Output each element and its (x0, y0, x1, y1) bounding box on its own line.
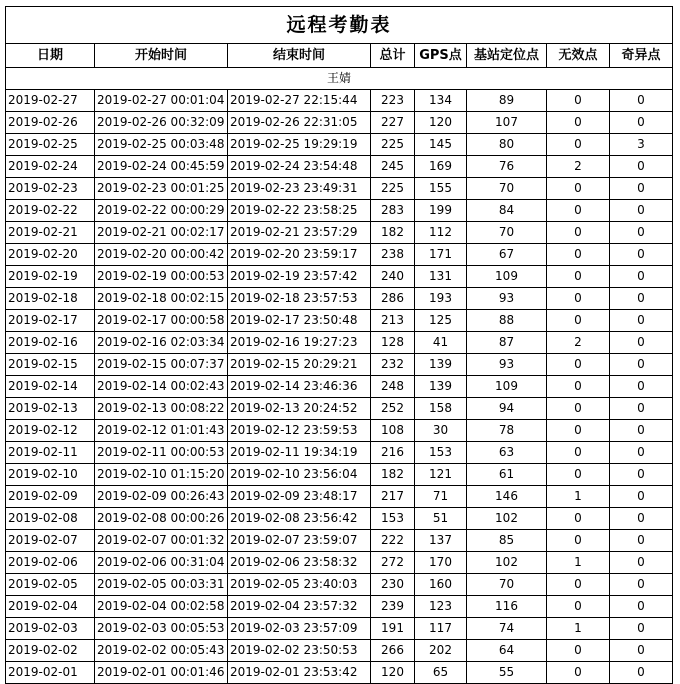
date-cell: 2019-02-09 (6, 486, 95, 508)
invalid-cell: 0 (547, 662, 610, 684)
base-station-cell: 93 (467, 354, 547, 376)
end-time-cell: 2019-02-07 23:59:07 (228, 530, 371, 552)
total-cell: 230 (371, 574, 415, 596)
invalid-cell: 0 (547, 288, 610, 310)
anomaly-cell: 0 (610, 222, 673, 244)
total-cell: 120 (371, 662, 415, 684)
anomaly-cell: 0 (610, 376, 673, 398)
date-cell: 2019-02-22 (6, 200, 95, 222)
end-time-cell: 2019-02-13 20:24:52 (228, 398, 371, 420)
start-time-cell: 2019-02-23 00:01:25 (95, 178, 228, 200)
person-name: 王婧 (6, 68, 673, 90)
base-station-cell: 107 (467, 112, 547, 134)
end-time-cell: 2019-02-18 23:57:53 (228, 288, 371, 310)
anomaly-cell: 0 (610, 508, 673, 530)
invalid-cell: 2 (547, 156, 610, 178)
date-cell: 2019-02-06 (6, 552, 95, 574)
gps-cell: 112 (415, 222, 467, 244)
gps-cell: 65 (415, 662, 467, 684)
date-cell: 2019-02-15 (6, 354, 95, 376)
start-time-cell: 2019-02-24 00:45:59 (95, 156, 228, 178)
gps-cell: 137 (415, 530, 467, 552)
total-cell: 191 (371, 618, 415, 640)
anomaly-cell: 0 (610, 288, 673, 310)
anomaly-cell: 0 (610, 486, 673, 508)
table-row (6, 640, 673, 662)
anomaly-cell: 0 (610, 618, 673, 640)
base-station-cell: 102 (467, 508, 547, 530)
base-station-cell: 93 (467, 288, 547, 310)
table-row (6, 200, 673, 222)
base-station-cell: 61 (467, 464, 547, 486)
base-station-cell: 55 (467, 662, 547, 684)
invalid-cell: 2 (547, 332, 610, 354)
start-time-cell: 2019-02-08 00:00:26 (95, 508, 228, 530)
total-cell: 217 (371, 486, 415, 508)
total-cell: 225 (371, 134, 415, 156)
anomaly-cell: 0 (610, 332, 673, 354)
invalid-cell: 0 (547, 178, 610, 200)
gps-cell: 30 (415, 420, 467, 442)
base-station-cell: 74 (467, 618, 547, 640)
anomaly-cell: 3 (610, 134, 673, 156)
total-cell: 238 (371, 244, 415, 266)
invalid-cell: 0 (547, 640, 610, 662)
start-time-cell: 2019-02-19 00:00:53 (95, 266, 228, 288)
start-time-cell: 2019-02-09 00:26:43 (95, 486, 228, 508)
base-station-cell: 70 (467, 574, 547, 596)
start-time-cell: 2019-02-11 00:00:53 (95, 442, 228, 464)
date-cell: 2019-02-04 (6, 596, 95, 618)
invalid-cell: 0 (547, 244, 610, 266)
base-station-cell: 109 (467, 376, 547, 398)
end-time-cell: 2019-02-06 23:58:32 (228, 552, 371, 574)
base-station-cell: 67 (467, 244, 547, 266)
start-time-cell: 2019-02-20 00:00:42 (95, 244, 228, 266)
table-row (6, 662, 673, 684)
invalid-cell: 0 (547, 310, 610, 332)
date-cell: 2019-02-23 (6, 178, 95, 200)
attendance-table (5, 6, 673, 684)
anomaly-cell: 0 (610, 200, 673, 222)
end-time-cell: 2019-02-26 22:31:05 (228, 112, 371, 134)
table-row (6, 288, 673, 310)
end-time-cell: 2019-02-19 23:57:42 (228, 266, 371, 288)
date-cell: 2019-02-05 (6, 574, 95, 596)
total-cell: 272 (371, 552, 415, 574)
base-station-cell: 102 (467, 552, 547, 574)
start-time-cell: 2019-02-04 00:02:58 (95, 596, 228, 618)
start-time-cell: 2019-02-02 00:05:43 (95, 640, 228, 662)
invalid-cell: 0 (547, 376, 610, 398)
start-time-cell: 2019-02-18 00:02:15 (95, 288, 228, 310)
total-cell: 108 (371, 420, 415, 442)
total-cell: 232 (371, 354, 415, 376)
total-cell: 182 (371, 464, 415, 486)
date-cell: 2019-02-14 (6, 376, 95, 398)
table-row (6, 134, 673, 156)
gps-cell: 71 (415, 486, 467, 508)
table-row (6, 618, 673, 640)
date-cell: 2019-02-27 (6, 90, 95, 112)
gps-cell: 131 (415, 266, 467, 288)
invalid-cell: 0 (547, 200, 610, 222)
end-time-cell: 2019-02-15 20:29:21 (228, 354, 371, 376)
start-time-cell: 2019-02-13 00:08:22 (95, 398, 228, 420)
end-time-cell: 2019-02-08 23:56:42 (228, 508, 371, 530)
base-station-cell: 94 (467, 398, 547, 420)
gps-cell: 139 (415, 354, 467, 376)
anomaly-cell: 0 (610, 354, 673, 376)
table-row (6, 222, 673, 244)
anomaly-cell: 0 (610, 442, 673, 464)
gps-cell: 41 (415, 332, 467, 354)
gps-cell: 202 (415, 640, 467, 662)
total-cell: 223 (371, 90, 415, 112)
end-time-cell: 2019-02-11 19:34:19 (228, 442, 371, 464)
start-time-cell: 2019-02-26 00:32:09 (95, 112, 228, 134)
header-invalid-points: 无效点 (547, 44, 610, 68)
invalid-cell: 0 (547, 530, 610, 552)
header-end-time: 结束时间 (228, 44, 371, 68)
invalid-cell: 1 (547, 486, 610, 508)
end-time-cell: 2019-02-24 23:54:48 (228, 156, 371, 178)
anomaly-cell: 0 (610, 596, 673, 618)
attendance-sheet (5, 6, 673, 684)
base-station-cell: 109 (467, 266, 547, 288)
gps-cell: 125 (415, 310, 467, 332)
gps-cell: 160 (415, 574, 467, 596)
gps-cell: 193 (415, 288, 467, 310)
anomaly-cell: 0 (610, 156, 673, 178)
start-time-cell: 2019-02-22 00:00:29 (95, 200, 228, 222)
invalid-cell: 0 (547, 222, 610, 244)
base-station-cell: 64 (467, 640, 547, 662)
table-row (6, 442, 673, 464)
gps-cell: 171 (415, 244, 467, 266)
end-time-cell: 2019-02-27 22:15:44 (228, 90, 371, 112)
table-row (6, 552, 673, 574)
base-station-cell: 78 (467, 420, 547, 442)
anomaly-cell: 0 (610, 420, 673, 442)
base-station-cell: 146 (467, 486, 547, 508)
date-cell: 2019-02-18 (6, 288, 95, 310)
table-row (6, 420, 673, 442)
total-cell: 128 (371, 332, 415, 354)
table-row (6, 310, 673, 332)
invalid-cell: 1 (547, 552, 610, 574)
header-gps-points: GPS点 (415, 44, 467, 68)
date-cell: 2019-02-25 (6, 134, 95, 156)
invalid-cell: 0 (547, 508, 610, 530)
total-cell: 266 (371, 640, 415, 662)
anomaly-cell: 0 (610, 552, 673, 574)
table-row (6, 376, 673, 398)
gps-cell: 123 (415, 596, 467, 618)
invalid-cell: 0 (547, 420, 610, 442)
header-date: 日期 (6, 44, 95, 68)
anomaly-cell: 0 (610, 662, 673, 684)
table-body (6, 90, 673, 684)
invalid-cell: 0 (547, 398, 610, 420)
gps-cell: 139 (415, 376, 467, 398)
total-cell: 222 (371, 530, 415, 552)
date-cell: 2019-02-21 (6, 222, 95, 244)
table-row (6, 530, 673, 552)
end-time-cell: 2019-02-03 23:57:09 (228, 618, 371, 640)
date-cell: 2019-02-17 (6, 310, 95, 332)
table-row (6, 90, 673, 112)
end-time-cell: 2019-02-20 23:59:17 (228, 244, 371, 266)
date-cell: 2019-02-26 (6, 112, 95, 134)
table-row (6, 464, 673, 486)
date-cell: 2019-02-11 (6, 442, 95, 464)
start-time-cell: 2019-02-05 00:03:31 (95, 574, 228, 596)
base-station-cell: 70 (467, 222, 547, 244)
invalid-cell: 0 (547, 90, 610, 112)
date-cell: 2019-02-10 (6, 464, 95, 486)
table-row (6, 332, 673, 354)
total-cell: 283 (371, 200, 415, 222)
table-row (6, 596, 673, 618)
anomaly-cell: 0 (610, 464, 673, 486)
base-station-cell: 88 (467, 310, 547, 332)
end-time-cell: 2019-02-14 23:46:36 (228, 376, 371, 398)
end-time-cell: 2019-02-17 23:50:48 (228, 310, 371, 332)
date-cell: 2019-02-02 (6, 640, 95, 662)
table-row (6, 574, 673, 596)
end-time-cell: 2019-02-02 23:50:53 (228, 640, 371, 662)
start-time-cell: 2019-02-15 00:07:37 (95, 354, 228, 376)
base-station-cell: 84 (467, 200, 547, 222)
invalid-cell: 1 (547, 618, 610, 640)
invalid-cell: 0 (547, 574, 610, 596)
date-cell: 2019-02-12 (6, 420, 95, 442)
total-cell: 182 (371, 222, 415, 244)
total-cell: 225 (371, 178, 415, 200)
start-time-cell: 2019-02-06 00:31:04 (95, 552, 228, 574)
table-row (6, 156, 673, 178)
date-cell: 2019-02-08 (6, 508, 95, 530)
base-station-cell: 89 (467, 90, 547, 112)
anomaly-cell: 0 (610, 178, 673, 200)
total-cell: 252 (371, 398, 415, 420)
gps-cell: 155 (415, 178, 467, 200)
end-time-cell: 2019-02-22 23:58:25 (228, 200, 371, 222)
start-time-cell: 2019-02-10 01:15:20 (95, 464, 228, 486)
invalid-cell: 0 (547, 266, 610, 288)
table-row (6, 112, 673, 134)
invalid-cell: 0 (547, 112, 610, 134)
end-time-cell: 2019-02-09 23:48:17 (228, 486, 371, 508)
invalid-cell: 0 (547, 134, 610, 156)
gps-cell: 170 (415, 552, 467, 574)
start-time-cell: 2019-02-07 00:01:32 (95, 530, 228, 552)
end-time-cell: 2019-02-04 23:57:32 (228, 596, 371, 618)
total-cell: 245 (371, 156, 415, 178)
start-time-cell: 2019-02-25 00:03:48 (95, 134, 228, 156)
start-time-cell: 2019-02-03 00:05:53 (95, 618, 228, 640)
date-cell: 2019-02-03 (6, 618, 95, 640)
end-time-cell: 2019-02-12 23:59:53 (228, 420, 371, 442)
header-anomaly-points: 奇异点 (610, 44, 673, 68)
total-cell: 216 (371, 442, 415, 464)
start-time-cell: 2019-02-27 00:01:04 (95, 90, 228, 112)
date-cell: 2019-02-19 (6, 266, 95, 288)
start-time-cell: 2019-02-01 00:01:46 (95, 662, 228, 684)
invalid-cell: 0 (547, 464, 610, 486)
gps-cell: 199 (415, 200, 467, 222)
end-time-cell: 2019-02-01 23:53:42 (228, 662, 371, 684)
gps-cell: 117 (415, 618, 467, 640)
invalid-cell: 0 (547, 596, 610, 618)
end-time-cell: 2019-02-10 23:56:04 (228, 464, 371, 486)
base-station-cell: 87 (467, 332, 547, 354)
gps-cell: 134 (415, 90, 467, 112)
invalid-cell: 0 (547, 442, 610, 464)
total-cell: 227 (371, 112, 415, 134)
table-row (6, 244, 673, 266)
anomaly-cell: 0 (610, 266, 673, 288)
table-row (6, 354, 673, 376)
table-row (6, 266, 673, 288)
date-cell: 2019-02-13 (6, 398, 95, 420)
anomaly-cell: 0 (610, 640, 673, 662)
anomaly-cell: 0 (610, 310, 673, 332)
date-cell: 2019-02-01 (6, 662, 95, 684)
start-time-cell: 2019-02-21 00:02:17 (95, 222, 228, 244)
gps-cell: 169 (415, 156, 467, 178)
table-row (6, 508, 673, 530)
gps-cell: 158 (415, 398, 467, 420)
date-cell: 2019-02-07 (6, 530, 95, 552)
start-time-cell: 2019-02-16 02:03:34 (95, 332, 228, 354)
header-start-time: 开始时间 (95, 44, 228, 68)
base-station-cell: 76 (467, 156, 547, 178)
base-station-cell: 63 (467, 442, 547, 464)
gps-cell: 51 (415, 508, 467, 530)
anomaly-cell: 0 (610, 398, 673, 420)
total-cell: 213 (371, 310, 415, 332)
date-cell: 2019-02-24 (6, 156, 95, 178)
anomaly-cell: 0 (610, 112, 673, 134)
start-time-cell: 2019-02-12 01:01:43 (95, 420, 228, 442)
table-row (6, 486, 673, 508)
total-cell: 248 (371, 376, 415, 398)
header-base-station-points: 基站定位点 (467, 44, 547, 68)
end-time-cell: 2019-02-21 23:57:29 (228, 222, 371, 244)
total-cell: 239 (371, 596, 415, 618)
base-station-cell: 116 (467, 596, 547, 618)
base-station-cell: 70 (467, 178, 547, 200)
invalid-cell: 0 (547, 354, 610, 376)
end-time-cell: 2019-02-05 23:40:03 (228, 574, 371, 596)
anomaly-cell: 0 (610, 90, 673, 112)
end-time-cell: 2019-02-25 19:29:19 (228, 134, 371, 156)
total-cell: 240 (371, 266, 415, 288)
gps-cell: 153 (415, 442, 467, 464)
start-time-cell: 2019-02-14 00:02:43 (95, 376, 228, 398)
anomaly-cell: 0 (610, 574, 673, 596)
end-time-cell: 2019-02-23 23:49:31 (228, 178, 371, 200)
end-time-cell: 2019-02-16 19:27:23 (228, 332, 371, 354)
header-total: 总计 (371, 44, 415, 68)
gps-cell: 120 (415, 112, 467, 134)
date-cell: 2019-02-20 (6, 244, 95, 266)
anomaly-cell: 0 (610, 244, 673, 266)
sheet-title: 远程考勤表 (6, 7, 673, 44)
start-time-cell: 2019-02-17 00:00:58 (95, 310, 228, 332)
gps-cell: 145 (415, 134, 467, 156)
total-cell: 153 (371, 508, 415, 530)
table-row (6, 398, 673, 420)
base-station-cell: 85 (467, 530, 547, 552)
total-cell: 286 (371, 288, 415, 310)
date-cell: 2019-02-16 (6, 332, 95, 354)
table-row (6, 178, 673, 200)
gps-cell: 121 (415, 464, 467, 486)
anomaly-cell: 0 (610, 530, 673, 552)
base-station-cell: 80 (467, 134, 547, 156)
